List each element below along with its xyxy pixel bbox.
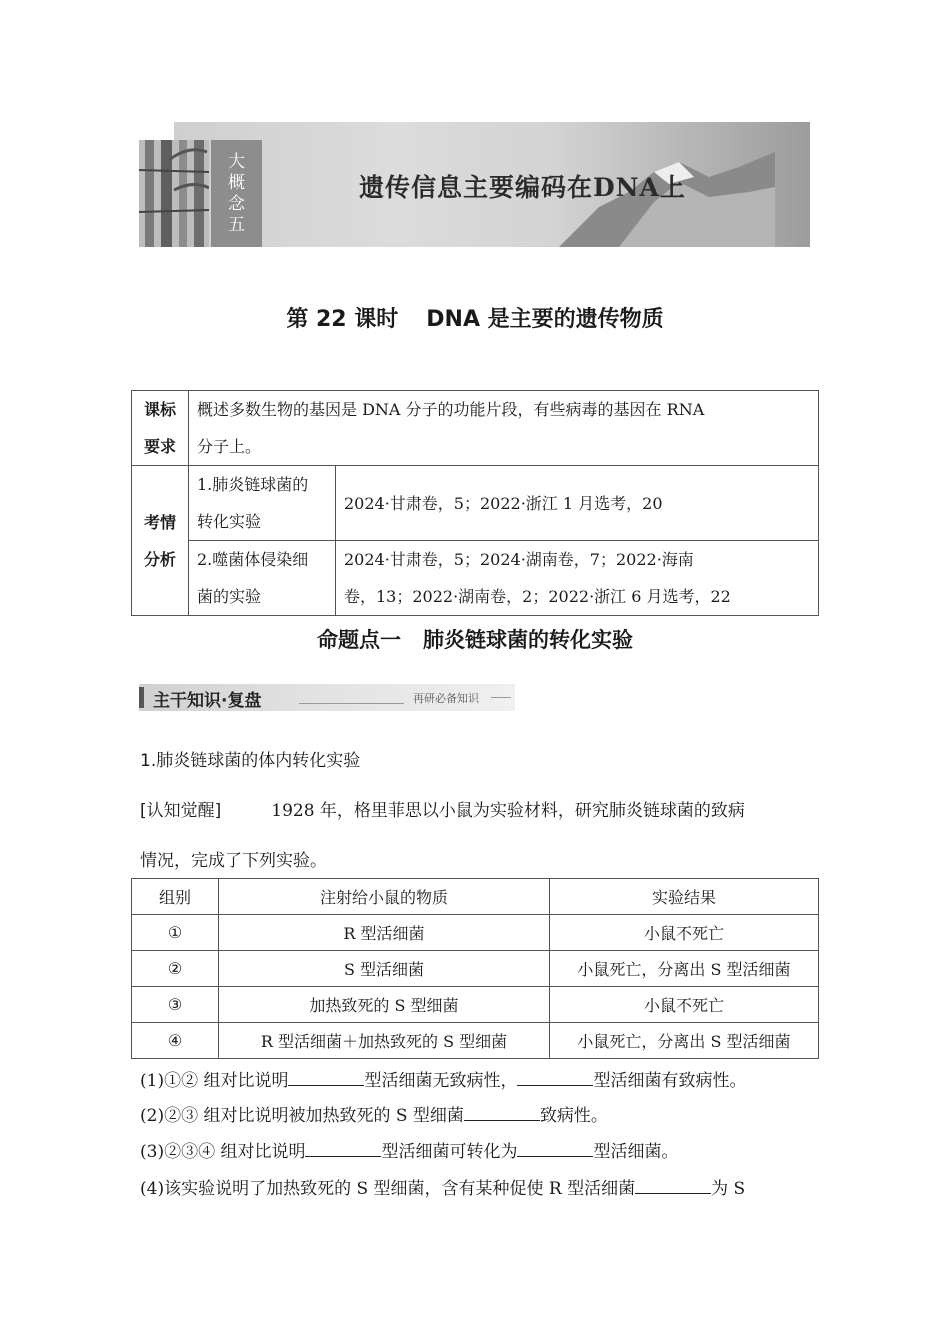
lesson-title: [0, 302, 950, 333]
section-title: [0, 624, 950, 654]
content-line: 分子上。: [197, 437, 262, 456]
standards-table: [131, 390, 819, 616]
intro-tag: [认知觉醒]: [140, 801, 222, 821]
question-2: [140, 1101, 608, 1126]
table-cell: 小鼠不死亡: [550, 915, 819, 951]
table-cell: 小鼠死亡，分离出 S 型活细菌: [550, 1023, 819, 1059]
tag-char: 概: [228, 172, 245, 193]
lesson-number: 第 22 课时: [286, 307, 399, 332]
header-text: 考情分析: [143, 512, 176, 569]
question-1: [140, 1066, 746, 1091]
table-row: [132, 915, 819, 951]
question-text: (3)②③④ 组对比说明: [140, 1142, 306, 1162]
tag-char: 大: [228, 151, 245, 172]
topic-cell: [189, 541, 336, 616]
intro-line: [140, 796, 745, 821]
topic-cell: [189, 466, 336, 541]
answer-blank[interactable]: [517, 1069, 593, 1086]
column-header: 注射给小鼠的物质: [219, 879, 550, 915]
refs-cell: [336, 466, 819, 541]
answer-blank[interactable]: [288, 1069, 364, 1086]
intro-text: 1928 年，格里菲思以小鼠为实验材料，研究肺炎链球菌的致病: [271, 801, 745, 821]
section-name: 肺炎链球菌的转化实验: [423, 628, 633, 652]
question-text: (2)②③ 组对比说明被加热致死的 S 型细菌: [140, 1106, 464, 1126]
subheading: 1.肺炎链球菌的体内转化实验: [140, 751, 361, 771]
band-accent-bar: [139, 687, 144, 708]
intro-line: 情况，完成了下列实验。: [140, 851, 327, 871]
content-line: 概述多数生物的基因是 DNA 分子的功能片段，有些病毒的基因在 RNA: [197, 400, 705, 419]
question-text: 型活细菌无致病性，: [364, 1071, 518, 1091]
band-divider: [491, 697, 511, 698]
answer-blank[interactable]: [464, 1104, 540, 1121]
topic-line: 转化实验: [197, 512, 262, 531]
big-concept-tag: [211, 140, 262, 247]
chapter-banner: [139, 122, 810, 247]
table-cell: R 型活细菌＋加热致死的 S 型细菌: [219, 1023, 550, 1059]
lesson-name: DNA 是主要的遗传物质: [426, 307, 664, 332]
answer-blank[interactable]: [305, 1140, 381, 1157]
topic-line: 菌的实验: [197, 587, 262, 606]
question-text: 致病性。: [539, 1106, 608, 1126]
topic-line: 1.肺炎链球菌的: [197, 475, 309, 494]
question-text: (4)该实验说明了加热致死的 S 型细菌，含有某种促使 R 型活细菌: [140, 1179, 636, 1199]
question-text: 型活细菌。: [593, 1142, 679, 1162]
table-cell: 小鼠死亡，分离出 S 型活细菌: [550, 951, 819, 987]
standards-header: [132, 391, 189, 466]
table-cell: ①: [132, 915, 219, 951]
section-label: 命题点一: [317, 628, 401, 652]
question-text: 为 S: [711, 1179, 746, 1199]
analysis-header: [132, 466, 189, 616]
column-header: 实验结果: [550, 879, 819, 915]
question-3: [140, 1137, 678, 1162]
refs-line: 2024·甘肃卷，5；2022·浙江 1 月选考，20: [344, 493, 663, 513]
table-header-row: [132, 879, 819, 915]
header-text: 课标要求: [143, 400, 176, 456]
question-4: [140, 1174, 745, 1199]
table-row: [132, 987, 819, 1023]
table-cell: S 型活细菌: [219, 951, 550, 987]
table-row: [132, 951, 819, 987]
refs-line: 卷，13；2022·湖南卷，2；2022·浙江 6 月选考，22: [344, 587, 731, 606]
table-cell: ③: [132, 987, 219, 1023]
table-cell: 加热致死的 S 型细菌: [219, 987, 550, 1023]
band-title: 主干知识·复盘: [153, 691, 262, 711]
tag-char: 五: [228, 214, 245, 235]
band-subtitle: 再研必备知识: [413, 692, 479, 705]
refs-line: 2024·甘肃卷，5；2024·湖南卷，7；2022·海南: [344, 550, 694, 569]
table-cell: 小鼠不死亡: [550, 987, 819, 1023]
tag-char: 念: [228, 193, 245, 214]
experiment-table: [131, 878, 819, 1059]
knowledge-band: [139, 684, 515, 711]
standards-content: [189, 391, 819, 466]
answer-blank[interactable]: [635, 1177, 711, 1194]
table-cell: R 型活细菌: [219, 915, 550, 951]
table-row: [132, 1023, 819, 1059]
bamboo-image: [139, 140, 209, 247]
answer-blank[interactable]: [517, 1140, 593, 1157]
banner-title: 遗传信息主要编码在DNA上: [359, 173, 686, 202]
table-cell: ④: [132, 1023, 219, 1059]
refs-cell: [336, 541, 819, 616]
question-text: 型活细菌有致病性。: [593, 1071, 747, 1091]
question-text: (1)①② 组对比说明: [140, 1071, 289, 1091]
column-header: 组别: [132, 879, 219, 915]
question-text: 型活细菌可转化为: [381, 1142, 518, 1162]
topic-line: 2.噬菌体侵染细: [197, 550, 309, 569]
band-divider: [299, 703, 404, 704]
table-cell: ②: [132, 951, 219, 987]
